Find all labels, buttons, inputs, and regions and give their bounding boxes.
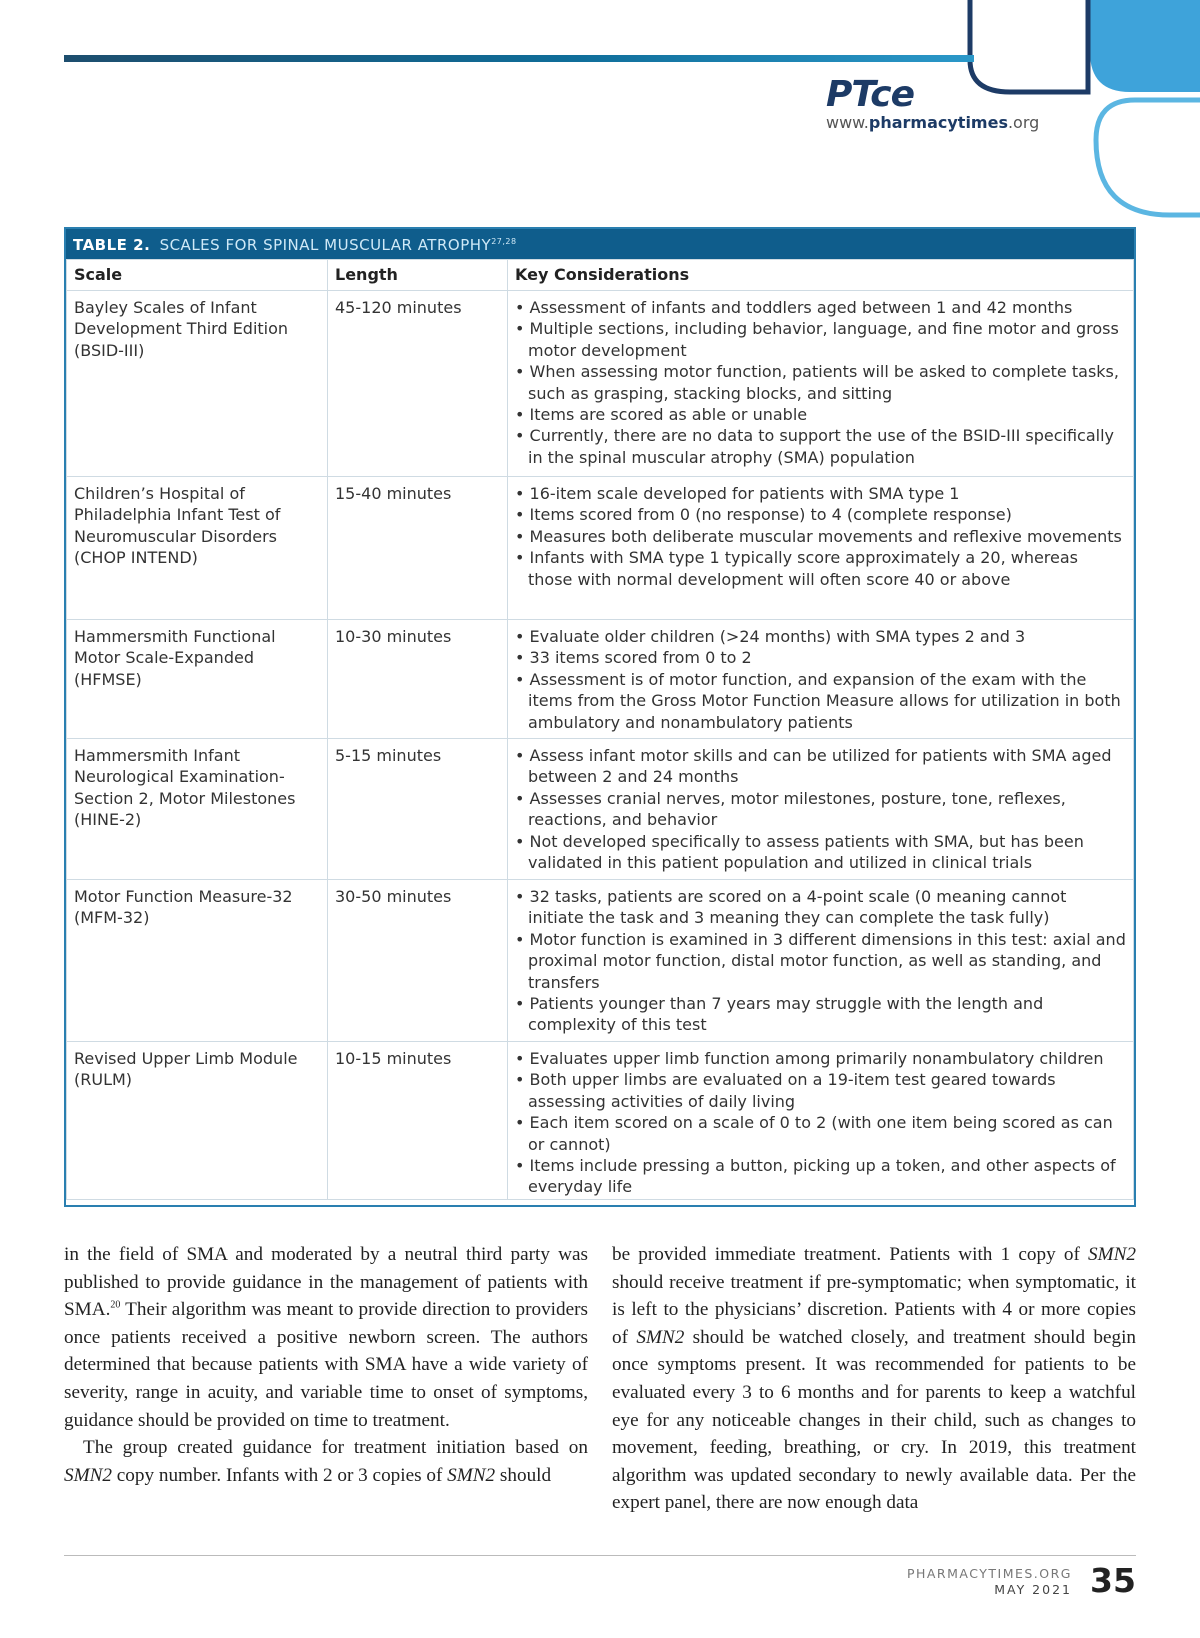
length-cell: 10-15 minutes xyxy=(328,1042,508,1200)
table-row xyxy=(67,1042,1134,1200)
table-row xyxy=(67,291,1134,477)
scale-cell: Bayley Scales of Infant Development Third Edition (BSID-III) xyxy=(67,291,328,477)
table-row xyxy=(67,880,1134,1042)
footer-site: PHARMACYTIMES.ORG xyxy=(906,1566,1072,1581)
list-item: • Infants with SMA type 1 typically score approximately a 20, whereas those with normal development will often score 40 or above xyxy=(515,547,1126,590)
table-header-row xyxy=(67,260,1134,291)
considerations-cell xyxy=(508,1042,1134,1200)
citation-ref: 20 xyxy=(110,1299,121,1311)
header-key-considerations: Key Considerations xyxy=(508,260,1134,291)
site-url: www.pharmacytimes.org xyxy=(826,113,1040,132)
list-item: • Motor function is examined in 3 different dimensions in this test: axial and proximal motor function, distal motor function, as well as standing, and transfers xyxy=(515,929,1126,993)
body-column-left xyxy=(64,1241,588,1489)
header-scale: Scale xyxy=(67,260,328,291)
length-cell: 45-120 minutes xyxy=(328,291,508,477)
list-item: • Both upper limbs are evaluated on a 19-item test geared towards assessing activities of daily living xyxy=(515,1069,1126,1112)
list-item: • Assessment of infants and toddlers aged between 1 and 42 months xyxy=(515,297,1126,318)
considerations-cell xyxy=(508,291,1134,477)
table-row xyxy=(67,620,1134,739)
considerations-cell xyxy=(508,880,1134,1042)
header-length: Length xyxy=(328,260,508,291)
list-item: • Patients younger than 7 years may struggle with the length and complexity of this test xyxy=(515,993,1126,1036)
body-paragraph: in the field of SMA and moderated by a neutral third party was published to provide guidance in the management of patients with SMA.$^{20}$ Their algorithm was meant to provide direction to providers once patients received a positive newborn screen. The authors determined that because patients with SMA have a wide variety of severity, range in acuity, and variable time to onset of symptoms, guidance should be provided on time to treatment. xyxy=(64,1244,588,1431)
scale-cell: Hammersmith Infant Neurological Examination-Section 2, Motor Milestones (HINE-2) xyxy=(67,739,328,880)
list-item: • Measures both deliberate muscular movements and reflexive movements xyxy=(515,526,1126,547)
table-label: TABLE 2. xyxy=(73,236,151,254)
body-paragraph: The group created guidance for treatment initiation based on SMN2 copy number. Infants with 2 or 3 copies of SMN2 should xyxy=(64,1437,588,1486)
list-item: • 16-item scale developed for patients with SMA type 1 xyxy=(515,483,1126,504)
list-item: • Evaluates upper limb function among primarily nonambulatory children xyxy=(515,1048,1126,1069)
table-row xyxy=(67,477,1134,620)
scale-cell: Motor Function Measure-32 (MFM-32) xyxy=(67,880,328,1042)
list-item: • Not developed specifically to assess patients with SMA, but has been validated in this patient population and utilized in clinical trials xyxy=(515,831,1126,874)
list-item: • Items scored from 0 (no response) to 4 (complete response) xyxy=(515,504,1126,525)
scale-cell: Revised Upper Limb Module (RULM) xyxy=(67,1042,328,1200)
list-item: • Each item scored on a scale of 0 to 2 (with one item being scored as can or cannot) xyxy=(515,1112,1126,1155)
list-item: • Items include pressing a button, picking up a token, and other aspects of everyday life xyxy=(515,1155,1126,1198)
header-rule xyxy=(64,55,974,62)
length-cell: 30-50 minutes xyxy=(328,880,508,1042)
scale-cell: Hammersmith Functional Motor Scale-Expanded (HFMSE) xyxy=(67,620,328,739)
length-cell: 15-40 minutes xyxy=(328,477,508,620)
ptce-logo xyxy=(826,76,1046,136)
table-title xyxy=(66,229,1134,259)
footer-date: MAY 2021 xyxy=(994,1582,1072,1597)
list-item: • 32 tasks, patients are scored on a 4-point scale (0 meaning cannot initiate the task and 3 meaning they can complete the task fully) xyxy=(515,886,1126,929)
scale-cell: Children’s Hospital of Philadelphia Infant Test of Neuromuscular Disorders (CHOP INTEND) xyxy=(67,477,328,620)
footer-rule xyxy=(64,1555,1136,1556)
list-item: • Assesses cranial nerves, motor milestones, posture, tone, reflexes, reactions, and behavior xyxy=(515,788,1126,831)
list-item: • Items are scored as able or unable xyxy=(515,404,1126,425)
considerations-cell xyxy=(508,739,1134,880)
table-row xyxy=(67,739,1134,880)
considerations-cell xyxy=(508,477,1134,620)
list-item: • Multiple sections, including behavior, language, and fine motor and gross motor development xyxy=(515,318,1126,361)
list-item: • When assessing motor function, patients will be asked to complete tasks, such as grasping, stacking blocks, and sitting xyxy=(515,361,1126,404)
considerations-cell xyxy=(508,620,1134,739)
list-item: • Evaluate older children (>24 months) with SMA types 2 and 3 xyxy=(515,626,1126,647)
list-item: • Assessment is of motor function, and expansion of the exam with the items from the Gross Motor Function Measure allows for utilization in both ambulatory and nonambulatory patients xyxy=(515,669,1126,733)
table-refs: 27,28 xyxy=(491,237,517,246)
list-item: • 33 items scored from 0 to 2 xyxy=(515,647,1126,668)
body-column-right xyxy=(612,1241,1136,1517)
length-cell: 5-15 minutes xyxy=(328,739,508,880)
body-paragraph: be provided immediate treatment. Patients with 1 copy of SMN2 should receive treatment if pre-symptomatic; when symptomatic, it is left to the physicians’ discretion. Patients with 4 or more copies of SMN2 should be watched closely, and treatment should begin once symptoms present. It was recommended for patients to be evaluated every 3 to 6 months and for parents to keep a watchful eye for any noticeable changes in their child, such as changes to movement, feeding, breathing, or cry. In 2019, this treatment algorithm was updated secondary to newly available data. Per the expert panel, there are now enough data xyxy=(612,1244,1137,1514)
page-number: 35 xyxy=(1090,1561,1136,1600)
list-item: • Assess infant motor skills and can be utilized for patients with SMA aged between 2 and 24 months xyxy=(515,745,1126,788)
logo-text: PTce xyxy=(826,74,915,115)
length-cell: 10-30 minutes xyxy=(328,620,508,739)
scales-table xyxy=(64,227,1136,1207)
list-item: • Currently, there are no data to support the use of the BSID-III specifically in the spinal muscular atrophy (SMA) population xyxy=(515,425,1126,468)
table-caption: SCALES FOR SPINAL MUSCULAR ATROPHY xyxy=(159,236,492,254)
